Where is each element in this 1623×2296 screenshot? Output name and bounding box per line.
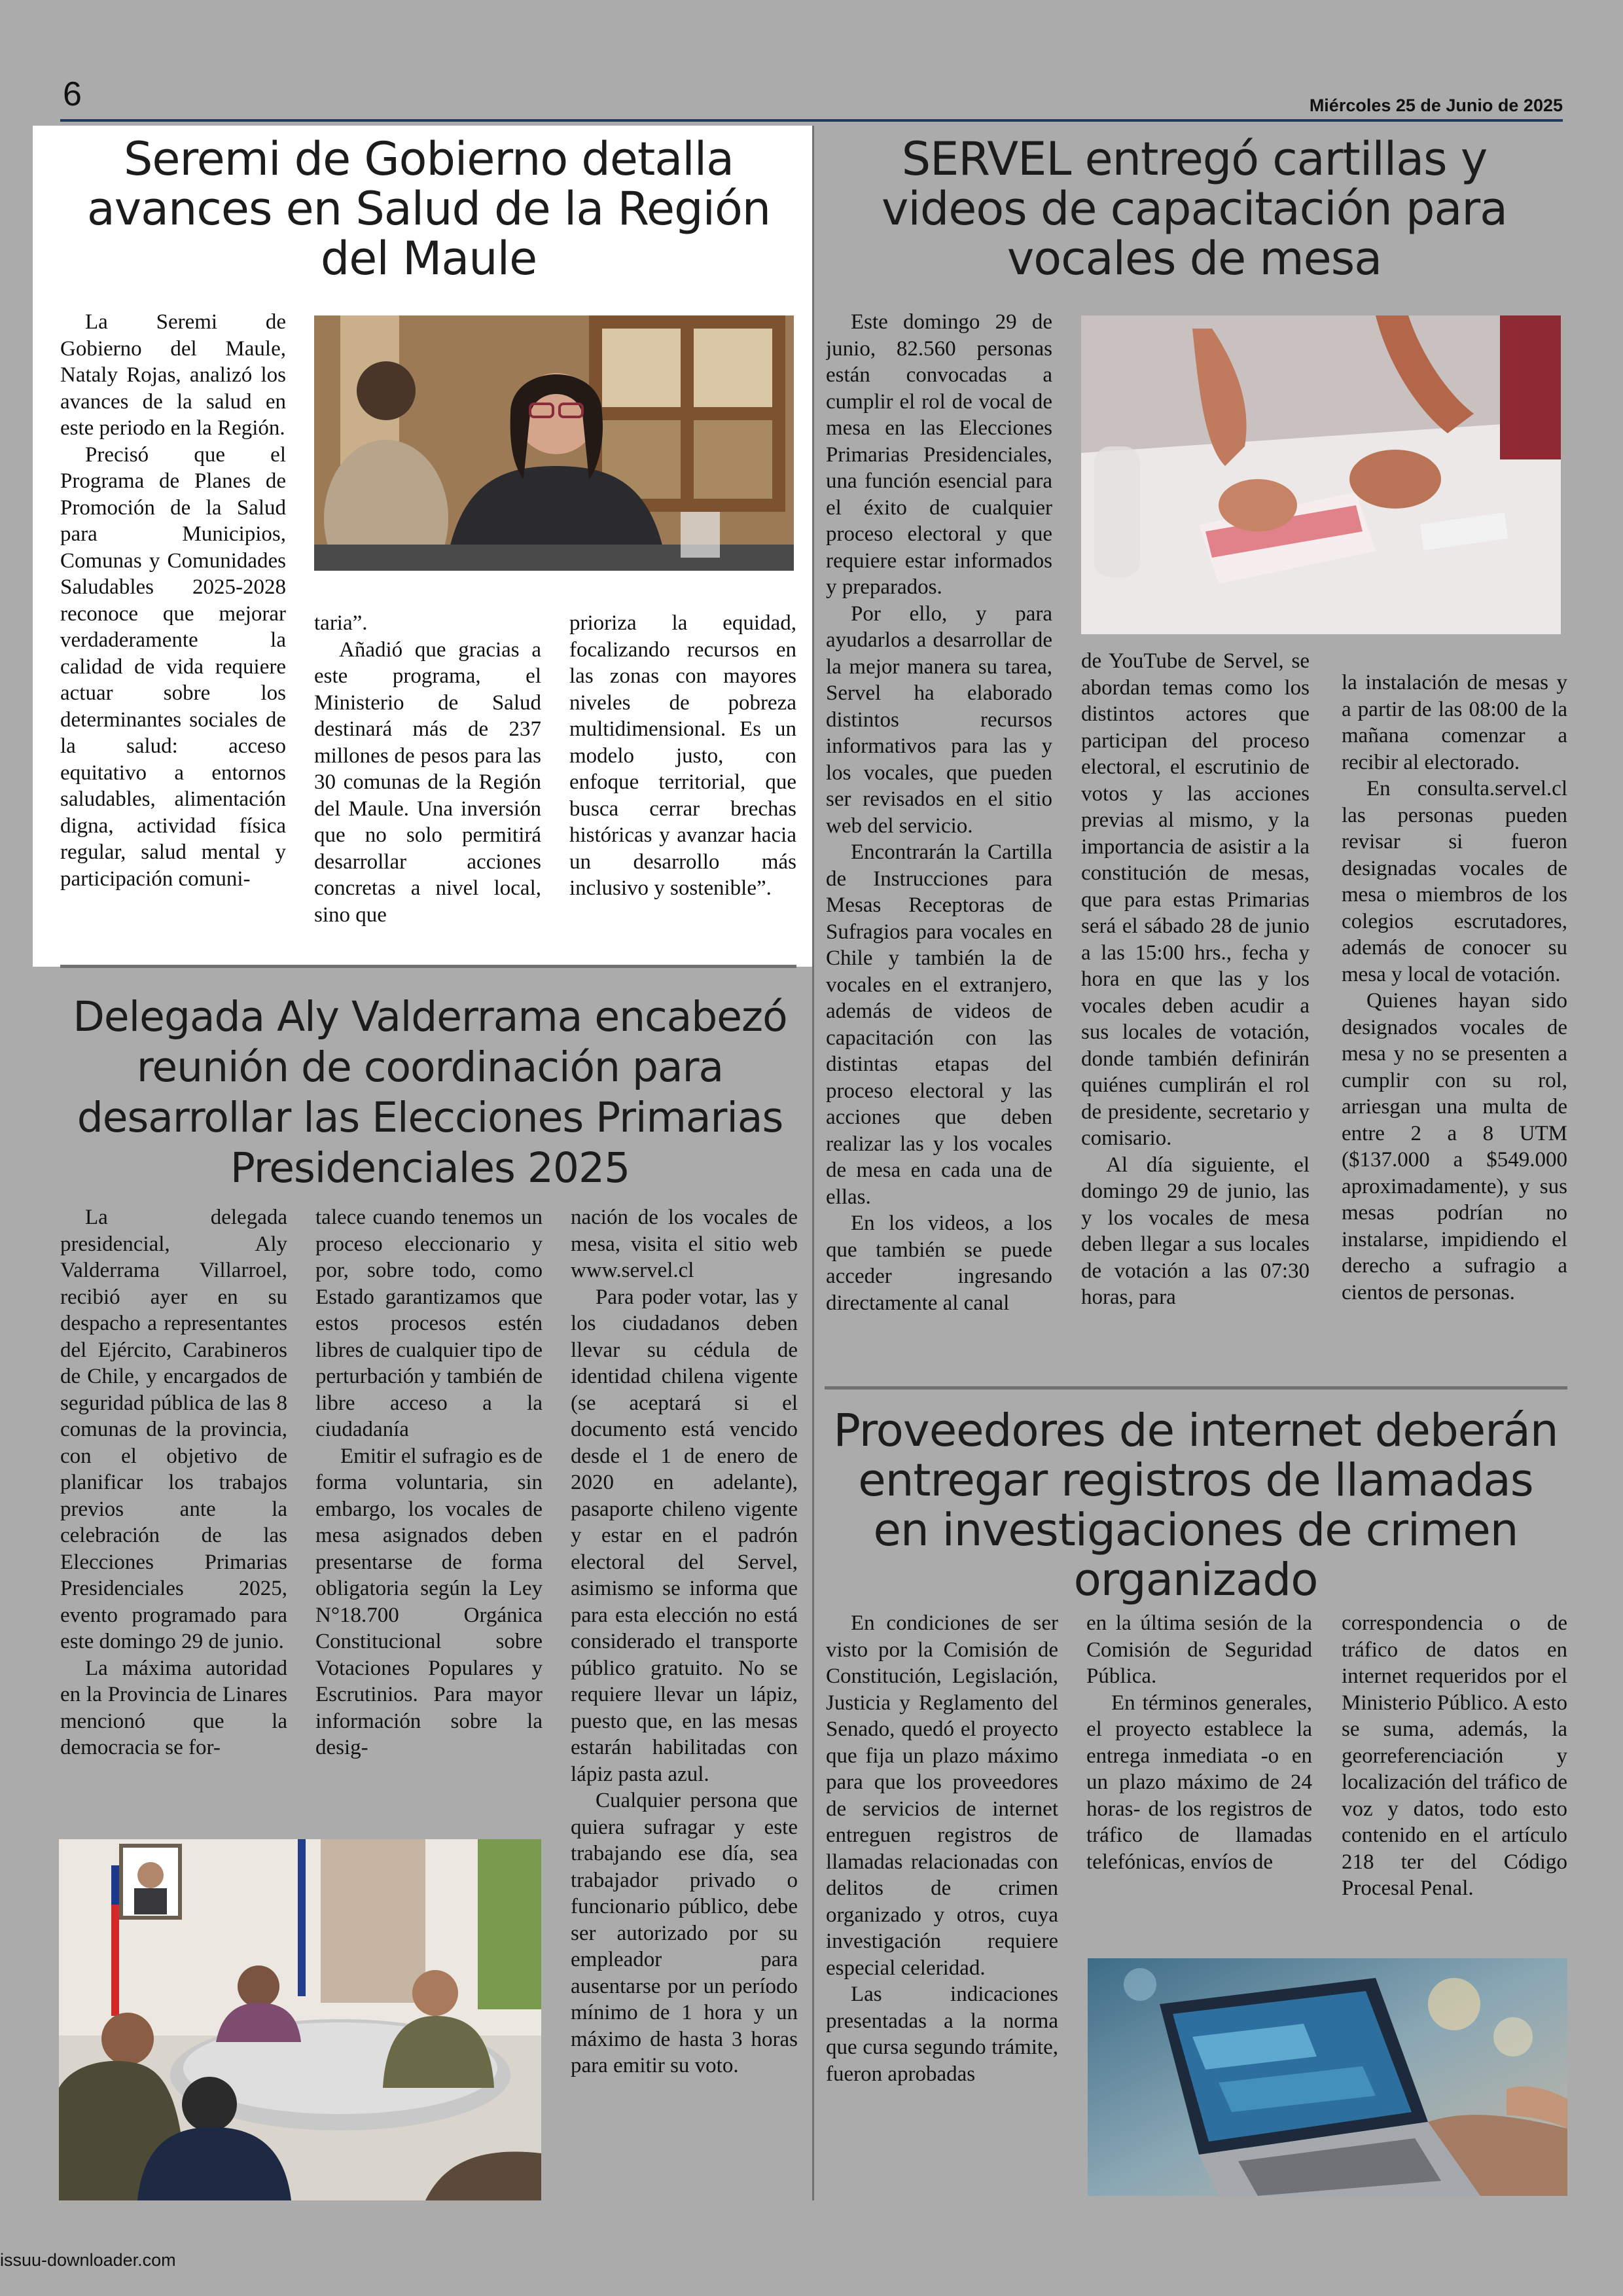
seremi-column-1: [60, 309, 286, 947]
header-rule: [60, 119, 1563, 122]
servel-column-3: [1342, 670, 1567, 1383]
delegada-paragraph: La delegada presidencial, Aly Valderrama Villarroel, recibió ayer en su despacho a representantes del Ejército, Carabineros de Chile, y encargados de seguridad pública de las 8 comunas de la provincia, con el objetivo de planificar los trabajos previos ante la celebración de las Elecciones Primarias Presidenciales 2025, evento programado para este domingo 29 de junio.: [60, 1206, 287, 1653]
internet-column-2: [1086, 1610, 1312, 1950]
page-number: 6: [63, 75, 82, 113]
issue-date: Miércoles 25 de Junio de 2025: [1309, 96, 1563, 115]
internet-photo: [1088, 1958, 1567, 2196]
servel-paragraph: Quienes hayan sido designados vocales de mesa y no se presenten a cumplir con su rol, arriesgan una multa de entre 2 a 8 UTM ($137.000 a $549.000 aproximadamente), y sus mesas podrían no instalarse, impidiendo el derecho a sufragio a cientos de personas.: [1342, 989, 1567, 1304]
internet-paragraph: En términos generales, el proyecto establece la entrega inmediata -o en un plazo máximo de 24 horas- de los registros de tráfico de llamadas telefónicas, envíos de: [1086, 1691, 1312, 1874]
internet-paragraph: correspondencia o de tráfico de datos en internet requeridos por el Ministerio Público. A esto se suma, además, la georreferenciación y localización del tráfico de voz y datos, todo esto contenido en el artículo 218 ter del Código Procesal Penal.: [1342, 1611, 1567, 1900]
internet-paragraph: Las indicaciones presentadas a la norma que cursa segundo trámite, fueron aprobadas: [826, 1982, 1058, 2086]
seremi-photo: [314, 315, 794, 571]
servel-paragraph: Este domingo 29 de junio, 82.560 personas están convocadas a cumplir el rol de vocal de mesa en las Elecciones Primarias Presidenciales, una función esencial para el éxito de cualquier proceso electoral y que requiere estar informados y preparados.: [826, 310, 1052, 599]
seremi-paragraph: Añadió que gracias a este programa, el Ministerio de Salud destinará más de 237 millones de pesos para las 30 comunas de la Región del Maule. Una inversión que no solo permitirá desarrollar acciones concretas a nivel local, sino que: [314, 637, 541, 927]
delegada-paragraph: Cualquier persona que quiera sufragar y este trabajando ese día, sea trabajador privado o funcionario público, debe ser autorizado por su empleador para ausentarse por un período mínimo de 1 hora y un máximo de hasta 3 horas para emitir su voto.: [571, 1789, 798, 2077]
delegada-column-1: [60, 1204, 287, 1833]
seremi-paragraph: taria”.: [314, 611, 368, 635]
internet-column-3: [1342, 1610, 1567, 1950]
internet-column-1: [826, 1610, 1058, 2202]
center-column-rule: [812, 126, 814, 2200]
servel-paragraph: de YouTube de Servel, se abordan temas como los distintos actores que participan del proceso electoral, el escrutinio de votos y las acciones previas al mismo, y la importancia de asistir a la constitución de mesas, que para estas Primarias será el sábado 28 de junio a las 15:00 hrs., fecha y hora en que las y los vocales deben acudir a sus locales de votación, donde también definirán quiénes cumplirán el rol de presidente, secretario y comisario.: [1081, 649, 1310, 1150]
servel-paragraph: la instalación de mesas y a partir de las 08:00 de la mañana comenzar a recibir al electorado.: [1342, 671, 1567, 774]
servel-paragraph: Encontrarán la Cartilla de Instrucciones para Mesas Receptoras de Sufragios para vocales en Chile y también la de vocales en el extranjero, además de videos de capacitación con las distintas etapas del proceso electoral y las acciones que deben realizar las y los vocales de mesa en cada una de ellas.: [826, 840, 1052, 1209]
seremi-column-2: [314, 610, 541, 950]
servel-paragraph: Al día siguiente, el domingo 29 de junio, las y los vocales de mesa deben llegar a sus locales de votación a las 07:30 horas, para: [1081, 1153, 1310, 1309]
internet-paragraph: en la última sesión de la Comisión de Seguridad Pública.: [1086, 1611, 1312, 1688]
seremi-paragraph: La Seremi de Gobierno del Maule, Nataly Rojas, analizó los avances de la salud en este periodo en la Región.: [60, 310, 286, 440]
left-section-rule: [60, 965, 796, 968]
delegada-paragraph: Emitir el sufragio es de forma voluntaria, sin embargo, los vocales de mesa asignados deben presentarse de forma obligatoria según la Ley N°18.700 Orgánica Constitucional sobre Votaciones Populares y Escrutinios. Para mayor información sobre la desig-: [315, 1444, 543, 1759]
delegada-column-3: [571, 1204, 798, 2202]
delegada-column-2: [315, 1204, 543, 1833]
delegada-paragraph: talece cuando tenemos un proceso eleccionario y por, sobre todo, como Estado garantizamos que estos procesos estén libres de cualquier tipo de perturbación y también de libre acceso a la ciudadanía: [315, 1206, 543, 1441]
servel-column-2: [1081, 648, 1310, 1381]
servel-paragraph: En los videos, a los que también se puede acceder ingresando directamente al canal: [826, 1211, 1052, 1315]
seremi-column-3: [569, 610, 796, 950]
seremi-paragraph: Precisó que el Programa de Planes de Promoción de la Salud para Municipios, Comunas y Comunidades Saludables 2025-2028 reconoce que mejorar verdaderamente la calidad de vida requiere actuar sobre los determinantes sociales de la salud: acceso equitativo a entornos saludables, alimentación digna, actividad física regular, salud mental y participación comuni-: [60, 442, 286, 891]
delegada-paragraph: La máxima autoridad en la Provincia de Linares mencionó que la democracia se for-: [60, 1656, 287, 1759]
delegada-headline: Delegada Aly Valderrama encabezó reunión de coordinación para desarrollar las Elecciones Primarias Presidenciales 2025: [73, 993, 787, 1192]
delegada-paragraph: nación de los vocales de mesa, visita el sitio web www.servel.cl: [571, 1206, 798, 1282]
internet-headline: Proveedores de internet deberán entregar registros de llamadas en investigaciones de crimen organizado: [833, 1405, 1558, 1606]
delegada-paragraph: Para poder votar, las y los ciudadanos deben llevar su cédula de identidad chilena vigente (se aceptará si el documento está vencido desde el 1 de enero de 2020 en adelante), pasaporte chileno vigente y estar en el padrón electoral del Servel, asimismo se informa que para esta elección no está considerado el transporte público gratuito. No se requiere llevar un lápiz, puesto que, en las mesas estarán habilitadas con lápiz pasta azul.: [571, 1285, 798, 1786]
servel-paragraph: En consulta.servel.cl las personas pueden revisar si fueron designadas vocales de mesa o miembros de los colegios escrutadores, además de conocer su mesa y local de votación.: [1342, 777, 1567, 986]
servel-headline: SERVEL entregó cartillas y videos de capacitación para vocales de mesa: [881, 132, 1508, 285]
internet-paragraph: En condiciones de ser visto por la Comisión de Constitución, Legislación, Justicia y Reglamento del Senado, quedó el proyecto que fija un plazo máximo para que los proveedores de servicios de internet entreguen registros de llamadas relacionadas con delitos de crimen organizado y otros, cuya investigación requiere especial celeridad.: [826, 1611, 1058, 1980]
servel-photo: [1081, 315, 1561, 634]
seremi-paragraph: prioriza la equidad, focalizando recursos en las zonas con mayores niveles de pobreza multidimensional. Es un modelo justo, con enfoque territorial, que busca cerrar brechas históricas y avanzar hacia un desarrollo más inclusivo y sostenible”.: [569, 611, 796, 900]
seremi-headline: Seremi de Gobierno detalla avances en Salud de la Región del Maule: [86, 132, 771, 285]
right-section-rule: [825, 1386, 1567, 1390]
servel-column-1: [826, 309, 1052, 1382]
servel-paragraph: Por ello, y para ayudarlos a desarrollar de la mejor manera su tarea, Servel ha elaborado distintos recursos informativos para las y los vocales, que pueden ser revisados en el sitio web del servicio.: [826, 601, 1052, 838]
delegada-photo: [59, 1839, 541, 2200]
footer-credit: issuu-downloader.com: [0, 2250, 176, 2270]
